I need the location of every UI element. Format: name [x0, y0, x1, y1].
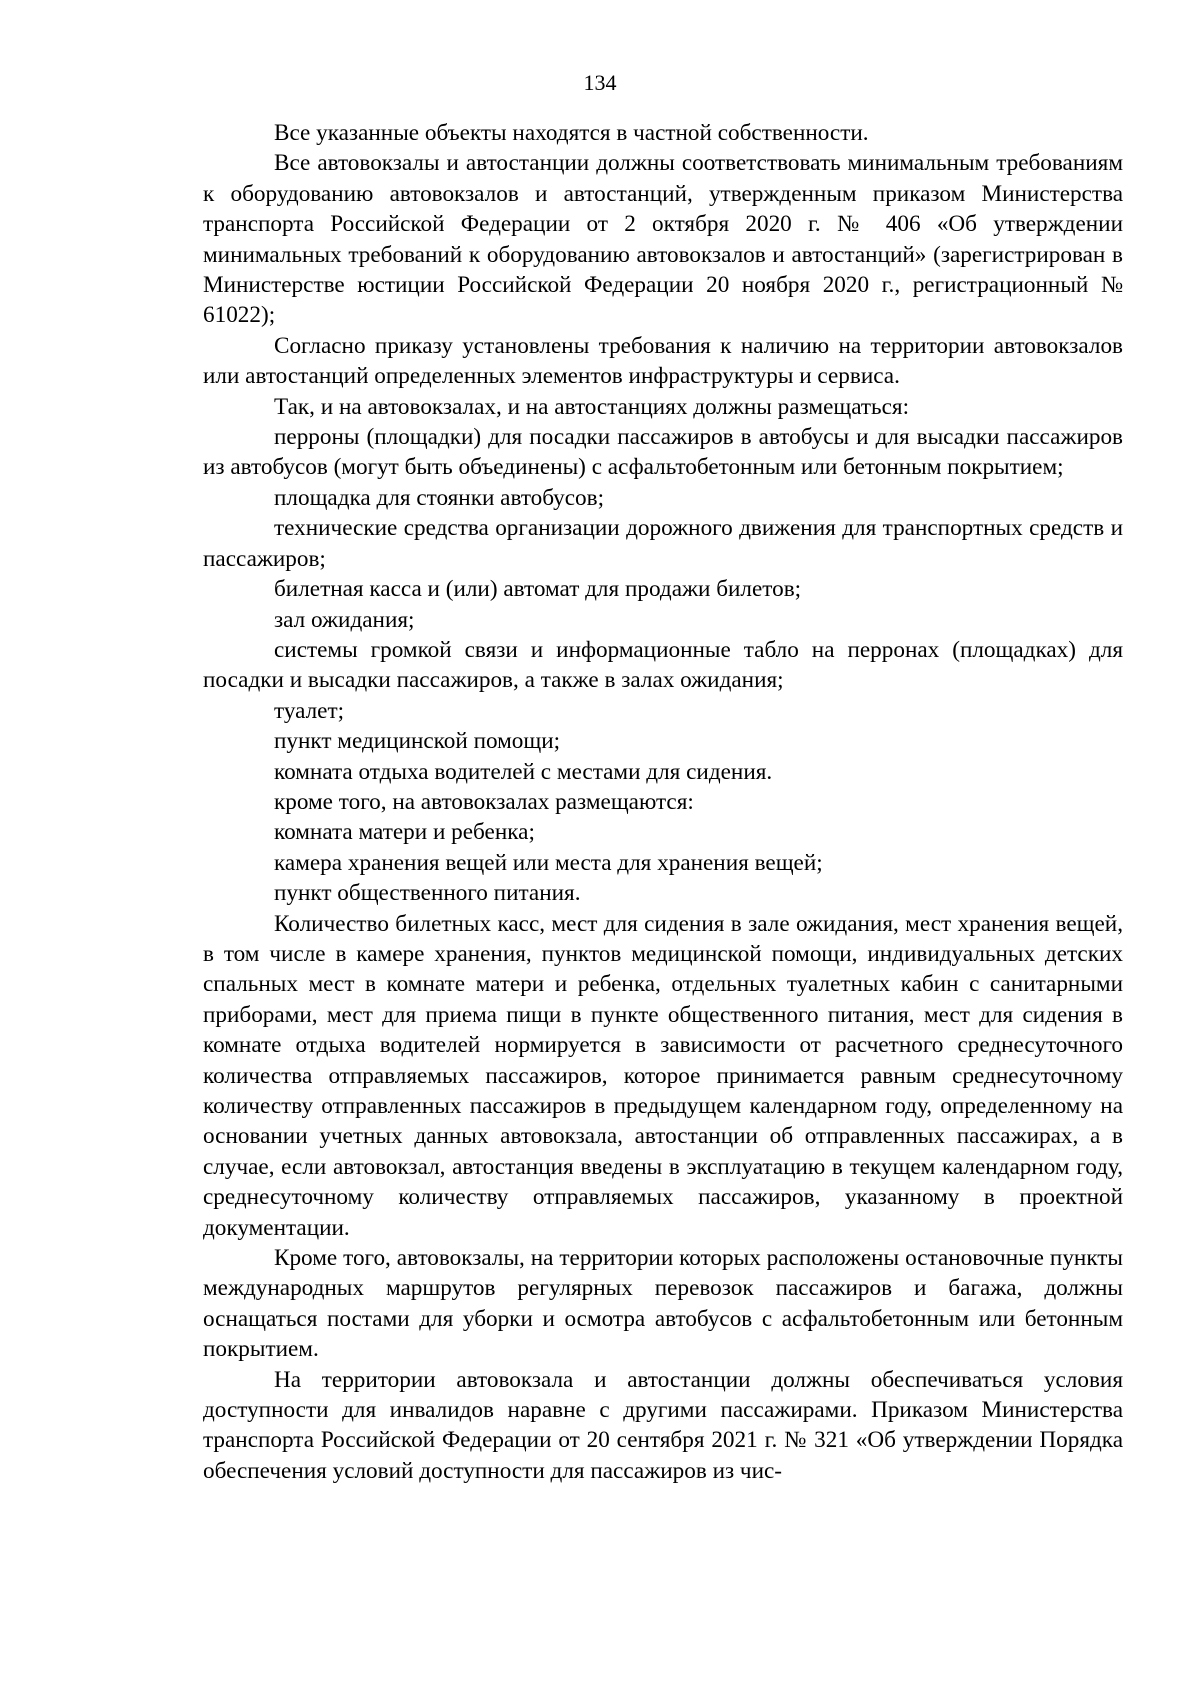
list-item: комната матери и ребенка;: [274, 819, 535, 846]
paragraph: Все автовокзалы и автостанции должны соответствовать минимальным требованиям к оборудованию автовокзалов и автостанций, утвержденным приказом Министерства транспорта Российской Федерации от 2 октября 2020 г. № 406 «Об утверждении минимальных требований к оборудованию автовокзалов и автостанций» (зарегистрирован в Министерстве юстиции Российской Федерации 20 ноября 2020 г., регистрационный № 61022);: [203, 150, 1123, 329]
list-item: билетная касса и (или) автомат для продажи билетов;: [274, 576, 802, 603]
paragraph: Согласно приказу установлены требования к наличию на территории автовокзалов или автостанций определенных элементов инфраструктуры и сервиса.: [203, 332, 1123, 390]
list-item: зал ожидания;: [274, 606, 415, 633]
list-item: комната отдыха водителей с местами для сидения.: [274, 758, 773, 785]
list-item: туалет;: [274, 697, 345, 724]
document-body: [203, 118, 1123, 1486]
paragraph: кроме того, на автовокзалах размещаются:: [274, 788, 694, 815]
paragraph: Все указанные объекты находятся в частной собственности.: [274, 120, 869, 146]
paragraph: Кроме того, автовокзалы, на территории которых расположены остановочные пункты международных маршрутов регулярных перевозок пассажиров и багажа, должны оснащаться постами для уборки и осмотра автобусов с асфальтобетонным или бетонным покрытием.: [203, 1245, 1123, 1363]
paragraph: Количество билетных касс, мест для сидения в зале ожидания, мест хранения вещей, в том числе в камере хранения, пунктов медицинской помощи, индивидуальных детских спальных мест в комнате матери и ребенка, отдельных туалетных кабин с санитарными приборами, мест для приема пищи в пункте общественного питания, мест для сидения в комнате отдыха водителей нормируется в зависимости от расчетного среднесуточного количества отправляемых пассажиров, которое принимается равным среднесуточному количеству отправленных пассажиров в предыдущем календарном году, определенному на основании учетных данных автовокзала, автостанции об отправленных пассажирах, а в случае, если автовокзал, автостанция введены в эксплуатацию в текущем календарном году, среднесуточному количеству отправляемых пассажиров, указанному в проектной документации.: [203, 910, 1123, 1241]
list-item: перроны (площадки) для посадки пассажиров в автобусы и для высадки пассажиров из автобусов (могут быть объединены) с асфальтобетонным или бетонным покрытием;: [203, 424, 1123, 481]
list-item: технические средства организации дорожного движения для транспортных средств и пассажиров;: [203, 515, 1123, 572]
list-item: пункт общественного питания.: [274, 880, 581, 907]
list-item: площадка для стоянки автобусов;: [274, 484, 605, 511]
list-item: пункт медицинской помощи;: [274, 728, 561, 755]
list-item: камера хранения вещей или места для хранения вещей;: [274, 849, 823, 876]
paragraph: На территории автовокзала и автостанции должны обеспечиваться условия доступности для инвалидов наравне с другими пассажирами. Приказом Министерства транспорта Российской Федерации от 20 сентября 2021 г. № 321 «Об утверждении Порядка обеспечения условий доступности для пассажиров из чис-: [203, 1366, 1123, 1484]
list-item: системы громкой связи и информационные табло на перронах (площадках) для посадки и высадки пассажиров, а также в залах ожидания;: [203, 636, 1123, 694]
paragraph: Так, и на автовокзалах, и на автостанциях должны размещаться:: [274, 393, 910, 420]
page-number: 134: [583, 70, 617, 95]
